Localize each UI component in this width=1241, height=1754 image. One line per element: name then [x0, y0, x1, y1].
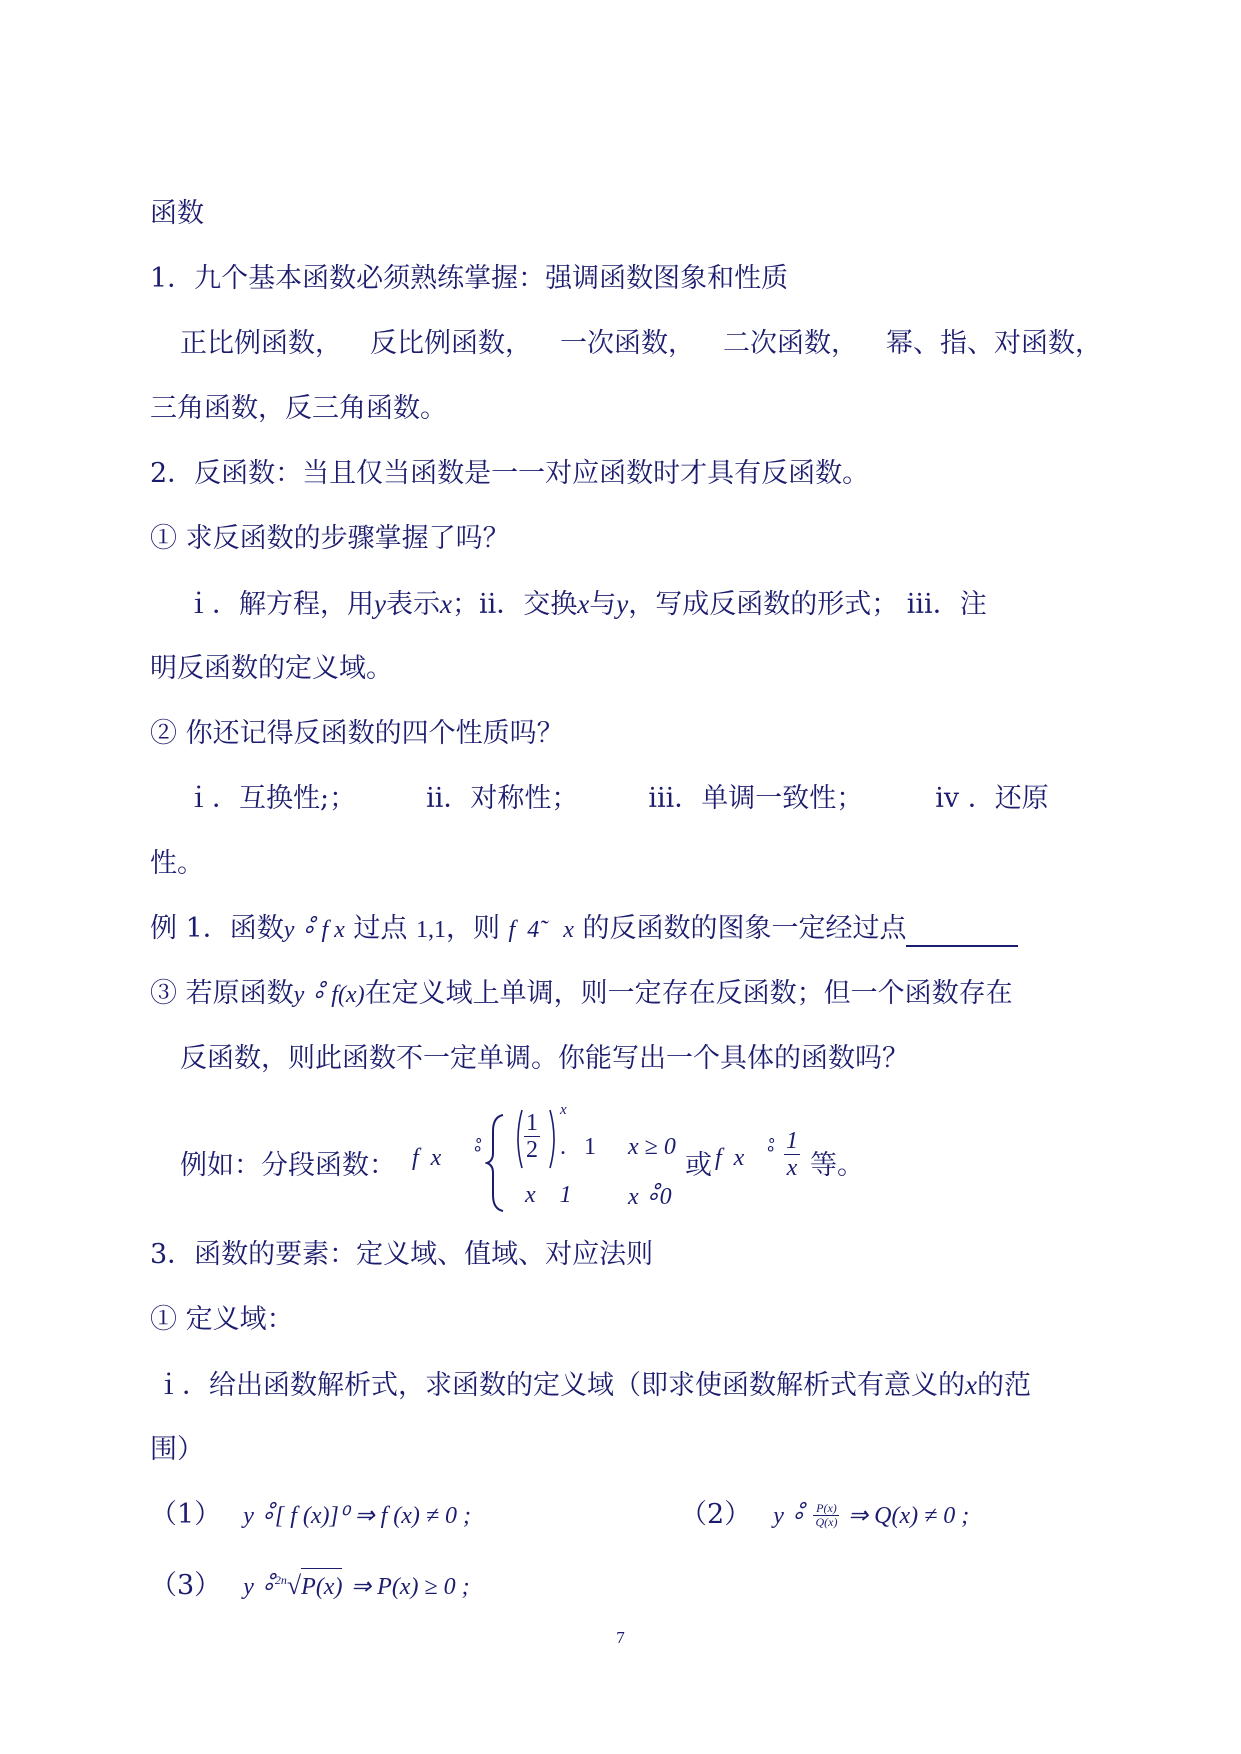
formula-3: （3） y ∘̊$^{2n}$√P(x) ⇒ P(x) ≥ 0 ;	[150, 1563, 470, 1604]
question-3-cont: 反函数，则此函数不一定单调。你能写出一个具体的函数吗？	[180, 1043, 909, 1074]
domain-item-1: ｉ．给出函数解析式，求函数的定义域（即求使函数解析式有意义的x的范	[155, 1370, 1031, 1401]
list-item: ｉ．互换性;；	[185, 783, 357, 814]
list-item: ⅳ ．还原	[935, 783, 1049, 814]
question-2: ② 你还记得反函数的四个性质吗？	[150, 718, 564, 749]
question-1: ① 求反函数的步骤掌握了吗？	[150, 523, 510, 554]
inverse-properties	[185, 782, 1049, 816]
inverse-steps: ｉ．解方程，用y表示x；ⅱ．交换x与y，写成反函数的形式； ⅲ．注	[185, 589, 987, 620]
domain-item-1-cont: 围）	[150, 1434, 204, 1465]
function-list	[180, 327, 1102, 361]
section-2-heading: 2．反函数：当且仅当函数是一一对应函数时才具有反函数。	[150, 458, 870, 489]
section-3-heading: 3．函数的要素：定义域、值域、对应法则	[150, 1239, 654, 1270]
piecewise-example: 例如：分段函数： f x ∘̊ $\frac{1}{2}$ x . 1 x ≥ 0 x 1 x ∘̊0 或 f x ∘̊ $\frac{1}{x}$ 等。	[180, 1108, 900, 1218]
fraction-one-half: $\frac{1}{2}$	[526, 1110, 538, 1163]
function-list-cont: 三角函数，反三角函数。	[150, 393, 447, 424]
answer-blank	[906, 919, 1018, 947]
question-domain: ① 定义域：	[150, 1304, 294, 1335]
question-3: ③ 若原函数y ∘̊ f(x)在定义域上单调，则一定存在反函数；但一个函数存在	[150, 978, 1013, 1009]
formula-2: （2） y ∘̊ $\frac{P(x)}{Q(x)}$ ⇒ Q(x) ≠ 0 ;	[680, 1499, 970, 1530]
list-item: 反比例函数，	[370, 328, 532, 359]
page-number: 7	[616, 1628, 625, 1647]
example-1: 例 1．函数y ∘̊ f x 过点 1,1，则 f 4̃ x 的反函数的图象一定经过点	[150, 912, 1018, 947]
left-paren	[512, 1108, 524, 1170]
radical-sign: √	[286, 1571, 302, 1600]
left-brace	[485, 1113, 507, 1213]
section-1-heading: 1．九个基本函数必须熟练掌握：强调函数图象和性质	[150, 263, 789, 294]
right-paren	[548, 1108, 560, 1170]
inverse-properties-cont: 性。	[150, 848, 204, 879]
list-item: ⅱ．对称性；	[426, 783, 579, 814]
list-item: 正比例函数，	[180, 328, 342, 359]
list-item: 二次函数，	[723, 328, 858, 359]
page-title: 函数	[150, 198, 204, 229]
list-item: ⅲ．单调一致性；	[648, 783, 864, 814]
fraction-one-over-x: $\frac{1}{x}$	[786, 1128, 798, 1181]
formula-1: （1） y ∘̊[ f (x)]⁰ ⇒ f (x) ≠ 0 ;	[150, 1499, 472, 1530]
inverse-steps-cont: 明反函数的定义域。	[150, 653, 393, 684]
list-item: 一次函数，	[560, 328, 695, 359]
list-item: 幂、指、对函数，	[886, 328, 1102, 359]
fraction-p-over-q: $\frac{P(x)}{Q(x)}$	[815, 1501, 838, 1529]
